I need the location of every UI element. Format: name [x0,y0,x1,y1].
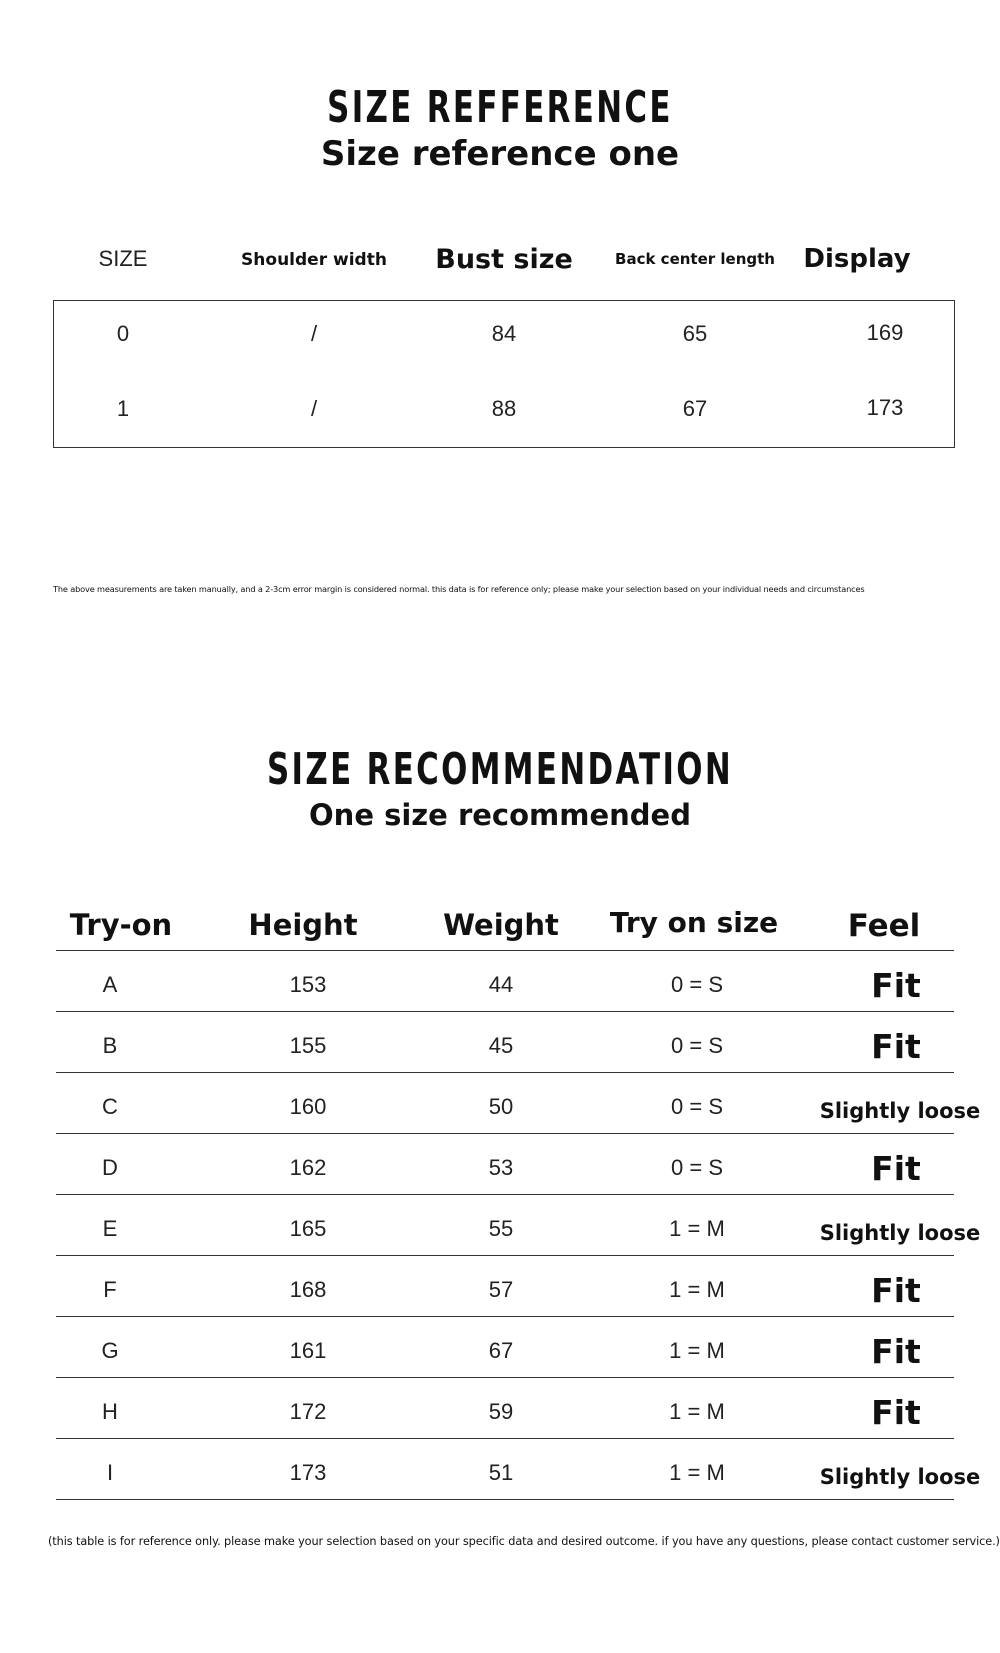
cell-height: 168 [289,1277,327,1302]
measurement-note: The above measurements are taken manually, and a 2-3cm error margin is considered normal. this data is for reference only; please make your selection based on your individual needs and circumstances [53,584,865,594]
cell-height: 173 [289,1460,327,1485]
header-try-on: Try-on [69,908,173,942]
cell-try-on-size: 1 = M [669,1277,725,1302]
cell-try-on: D [102,1155,118,1180]
cell-try-on-size: 0 = S [671,972,723,997]
section1-subtitle: Size reference one [320,134,680,174]
cell-try-on-size: 1 = M [669,1399,725,1424]
header-bust-size: Bust size [435,244,573,275]
header-display: Display [803,244,911,274]
cell-feel: Fit [871,1393,921,1432]
size-reference-heading [0,80,1000,136]
row-divider [56,1194,954,1195]
cell-try-on-size: 1 = M [669,1216,725,1241]
header-shoulder-width: Shoulder width [241,250,387,270]
header-size: SIZE [98,246,148,271]
cell-size: 1 [116,396,130,421]
cell-height: 161 [289,1338,327,1363]
row-divider [56,1377,954,1378]
cell-try-on-size: 0 = S [671,1094,723,1119]
cell-try-on: H [102,1399,118,1424]
header-feel: Feel [847,908,921,944]
cell-height: 172 [289,1399,327,1424]
cell-bust: 84 [491,321,517,346]
cell-try-on: C [102,1094,118,1119]
cell-weight: 50 [488,1094,514,1119]
cell-height: 155 [289,1033,327,1058]
cell-feel: Fit [871,966,921,1005]
section1-title: SIZE REFFERENCE [327,82,673,133]
section2-title: SIZE RECOMMENDATION [266,744,734,795]
cell-try-on: I [106,1460,114,1485]
cell-try-on: E [102,1216,118,1241]
section2-subtitle: One size recommended [309,798,691,832]
cell-weight: 55 [488,1216,514,1241]
row-divider [56,1316,954,1317]
row-divider [56,950,954,951]
cell-back-length: 65 [682,321,708,346]
cell-feel: Fit [871,1332,921,1371]
cell-feel: Fit [871,1027,921,1066]
row-divider [56,1255,954,1256]
cell-feel: Slightly loose [819,1221,981,1245]
cell-weight: 59 [488,1399,514,1424]
cell-try-on: F [103,1277,117,1302]
row-divider [56,1133,954,1134]
row-divider [56,1438,954,1439]
reference-note: (this table is for reference only. please make your selection based on your specific data and desired outcome. if you have any questions, please contact customer service.) [48,1535,1000,1548]
cell-feel: Fit [871,1271,921,1310]
cell-height: 162 [289,1155,327,1180]
cell-weight: 44 [488,972,514,997]
cell-weight: 45 [488,1033,514,1058]
cell-shoulder: / [310,396,318,421]
cell-display: 173 [866,395,904,420]
cell-display: 169 [866,320,904,345]
cell-try-on-size: 0 = S [671,1033,723,1058]
cell-height: 165 [289,1216,327,1241]
header-height: Height [248,908,358,942]
cell-try-on: B [102,1033,118,1058]
cell-bust: 88 [491,396,517,421]
cell-try-on: A [102,972,118,997]
header-weight: Weight [443,908,559,942]
cell-weight: 57 [488,1277,514,1302]
cell-weight: 51 [488,1460,514,1485]
cell-try-on: G [101,1338,119,1363]
cell-try-on-size: 1 = M [669,1460,725,1485]
cell-back-length: 67 [682,396,708,421]
cell-size: 0 [116,321,130,346]
cell-feel: Fit [871,1149,921,1188]
cell-weight: 67 [488,1338,514,1363]
cell-weight: 53 [488,1155,514,1180]
cell-feel: Slightly loose [819,1099,981,1123]
cell-shoulder: / [310,321,318,346]
cell-height: 153 [289,972,327,997]
header-back-center-length: Back center length [615,250,775,268]
cell-try-on-size: 0 = S [671,1155,723,1180]
cell-height: 160 [289,1094,327,1119]
row-divider [56,1499,954,1500]
row-divider [56,1072,954,1073]
header-try-on-size: Try on size [609,906,779,939]
row-divider [56,1011,954,1012]
cell-feel: Slightly loose [819,1465,981,1489]
cell-try-on-size: 1 = M [669,1338,725,1363]
